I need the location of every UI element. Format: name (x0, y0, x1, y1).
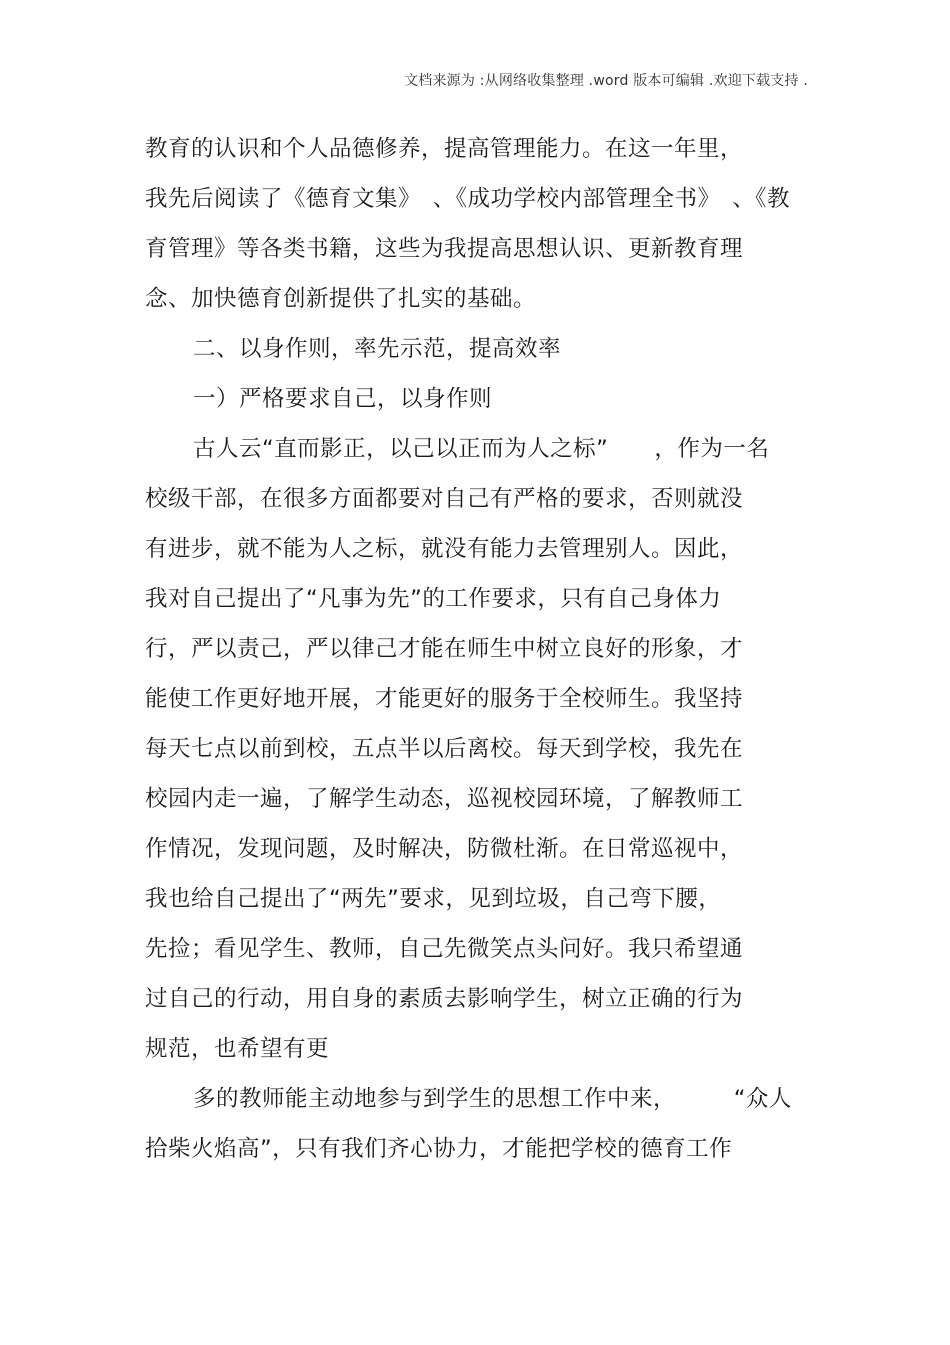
subsection-heading: 一）严格要求自己，以身作则 (193, 386, 493, 412)
text-line: 念、加快德育创新提供了扎实的基础。 (145, 286, 537, 312)
text-line: 古人云“直而影正，以己以正而为人之标” ，作为一名 (193, 436, 770, 462)
text-line: 拾柴火焰高”，只有我们齐心协力，才能把学校的德育工作 (145, 1136, 733, 1162)
body-text (145, 124, 825, 1174)
text-line: 我对自己提出了“凡事为先”的工作要求，只有自己身体力 (145, 586, 722, 612)
text-line: 校级干部，在很多方面都要对自己有严格的要求，否则就没 (145, 486, 744, 512)
section-heading: 二、以身作则，率先示范，提高效率 (193, 336, 562, 362)
text-line: 我也给自己提出了“两先”要求，见到垃圾，自己弯下腰， (145, 886, 722, 912)
text-line: 过自己的行动，用自身的素质去影响学生，树立正确的行为 (145, 986, 744, 1012)
text-line: 行，严以责己，严以律己才能在师生中树立良好的形象，才 (145, 636, 744, 662)
text-line: 规范，也希望有更 (145, 1036, 330, 1062)
text-line: 每天七点以前到校，五点半以后离校。每天到学校，我先在 (145, 736, 744, 762)
header-source-note: 文档来源为 :从网络收集整理 .word 版本可编辑 .欢迎下载支持 . (404, 73, 808, 89)
text-line: 多的教师能主动地参与到学生的思想工作中来， “众人 (193, 1086, 792, 1112)
text-line: 能使工作更好地开展，才能更好的服务于全校师生。我坚持 (145, 686, 744, 712)
text-line: 我先后阅读了《德育文集》 、《成功学校内部管理全书》 、《教 (145, 186, 791, 212)
text-line: 有进步，就不能为人之标，就没有能力去管理别人。因此， (145, 536, 744, 562)
text-line: 作情况，发现问题，及时解决，防微杜渐。在日常巡视中， (145, 836, 744, 862)
text-line: 育管理》等各类书籍，这些为我提高思想认识、更新教育理 (145, 236, 744, 262)
text-line: 先捡；看见学生、教师，自己先微笑点头问好。我只希望通 (145, 936, 744, 962)
text-line: 校园内走一遍，了解学生动态，巡视校园环境，了解教师工 (145, 786, 744, 812)
text-line: 教育的认识和个人品德修养，提高管理能力。在这一年里， (145, 136, 744, 162)
